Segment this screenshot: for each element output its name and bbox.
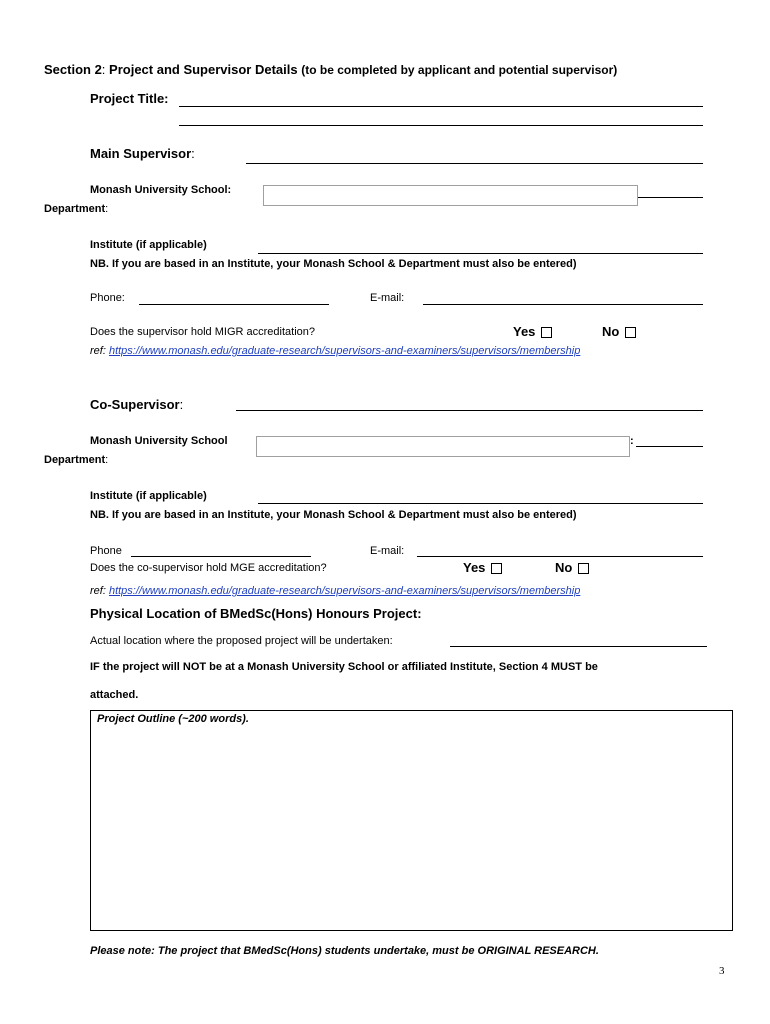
section-title: Project and Supervisor Details (105, 62, 298, 77)
co-department-label: Department (44, 454, 106, 466)
location-heading: Physical Location of BMedSc(Hons) Honours Project: (90, 606, 422, 621)
main-yes-checkbox[interactable] (541, 327, 552, 338)
co-ref-prefix: ref: (90, 585, 109, 597)
main-institute-label: Institute (if applicable) (90, 239, 207, 251)
co-school-line (636, 446, 703, 447)
project-title-line-2[interactable] (179, 125, 703, 126)
main-ref (90, 345, 580, 357)
co-school-label: Monash University School (90, 435, 228, 447)
main-supervisor-colon: : (191, 146, 195, 161)
page-number: 3 (719, 965, 725, 977)
co-school-input[interactable] (256, 436, 630, 457)
main-school-input[interactable] (263, 185, 638, 206)
co-yes-label: Yes (463, 560, 486, 575)
main-yes-option[interactable] (513, 324, 552, 339)
main-department-label: Department (44, 203, 106, 215)
location-line[interactable] (450, 646, 707, 647)
location-label: Actual location where the proposed project will be undertaken: (90, 635, 393, 647)
main-ref-link[interactable]: https://www.monash.edu/graduate-research/supervisors-and-examiners/supervisors/membership (108, 345, 581, 357)
co-school-suffix: : (630, 435, 634, 447)
main-department-colon: : (105, 203, 109, 215)
location-warning-line-2: attached. (90, 689, 139, 701)
main-department-heading (44, 203, 108, 215)
co-phone-label: Phone (90, 545, 122, 557)
co-phone-line[interactable] (131, 556, 311, 557)
co-ref (90, 585, 580, 597)
co-no-label: No (555, 560, 573, 575)
main-supervisor-heading (90, 146, 195, 161)
main-accreditation-question: Does the supervisor hold MIGR accreditation? (90, 326, 315, 338)
co-nb-text: NB. If you are based in an Institute, your Monash School & Department must also be entered) (90, 509, 577, 521)
co-yes-option[interactable] (463, 560, 502, 575)
section-colon: : (101, 62, 106, 77)
main-phone-line[interactable] (139, 304, 329, 305)
co-supervisor-name-line[interactable] (236, 410, 703, 411)
main-email-line[interactable] (423, 304, 703, 305)
main-yes-label: Yes (513, 324, 536, 339)
co-institute-label: Institute (if applicable) (90, 490, 207, 502)
main-email-label: E-mail: (370, 292, 405, 304)
co-department-colon: : (105, 454, 109, 466)
main-ref-prefix: ref: (90, 345, 109, 357)
main-supervisor-name-line[interactable] (246, 163, 703, 164)
main-no-label: No (602, 324, 620, 339)
project-title-label: Project Title: (90, 91, 169, 106)
main-institute-line[interactable] (258, 253, 703, 254)
co-email-label: E-mail: (370, 545, 405, 557)
co-accreditation-question: Does the co-supervisor hold MGE accreditation? (90, 562, 327, 574)
section-subtitle: (to be completed by applicant and potential supervisor) (301, 63, 618, 77)
co-email-line[interactable] (417, 556, 703, 557)
co-supervisor-label: Co-Supervisor (90, 397, 180, 412)
main-no-checkbox[interactable] (625, 327, 636, 338)
main-school-line (638, 197, 703, 198)
main-nb-text: NB. If you are based in an Institute, your Monash School & Department must also be entered) (90, 258, 577, 270)
co-supervisor-colon: : (179, 397, 184, 412)
project-title-line-1[interactable] (179, 106, 703, 107)
project-outline-label: Project Outline (~200 words). (97, 713, 249, 725)
location-warning-line-1: IF the project will NOT be at a Monash University School or affiliated Institute, Section 4 MUST be (90, 661, 598, 673)
section-prefix: Section 2 (44, 62, 102, 77)
main-school-label: Monash University School: (90, 184, 232, 196)
co-no-option[interactable] (555, 560, 589, 575)
original-research-note: Please note: The project that BMedSc(Hons) students undertake, must be ORIGINAL RESEARCH. (90, 945, 599, 957)
co-institute-line[interactable] (258, 503, 703, 504)
co-supervisor-heading (90, 397, 183, 412)
main-phone-label: Phone: (90, 292, 125, 304)
section-heading (44, 62, 617, 77)
co-no-checkbox[interactable] (578, 563, 589, 574)
main-no-option[interactable] (602, 324, 636, 339)
co-department-heading (44, 454, 108, 466)
main-supervisor-label: Main Supervisor (90, 146, 192, 161)
co-yes-checkbox[interactable] (491, 563, 502, 574)
project-outline-box[interactable] (90, 710, 733, 931)
co-ref-link[interactable]: https://www.monash.edu/graduate-research/supervisors-and-examiners/supervisors/membership (108, 585, 581, 597)
